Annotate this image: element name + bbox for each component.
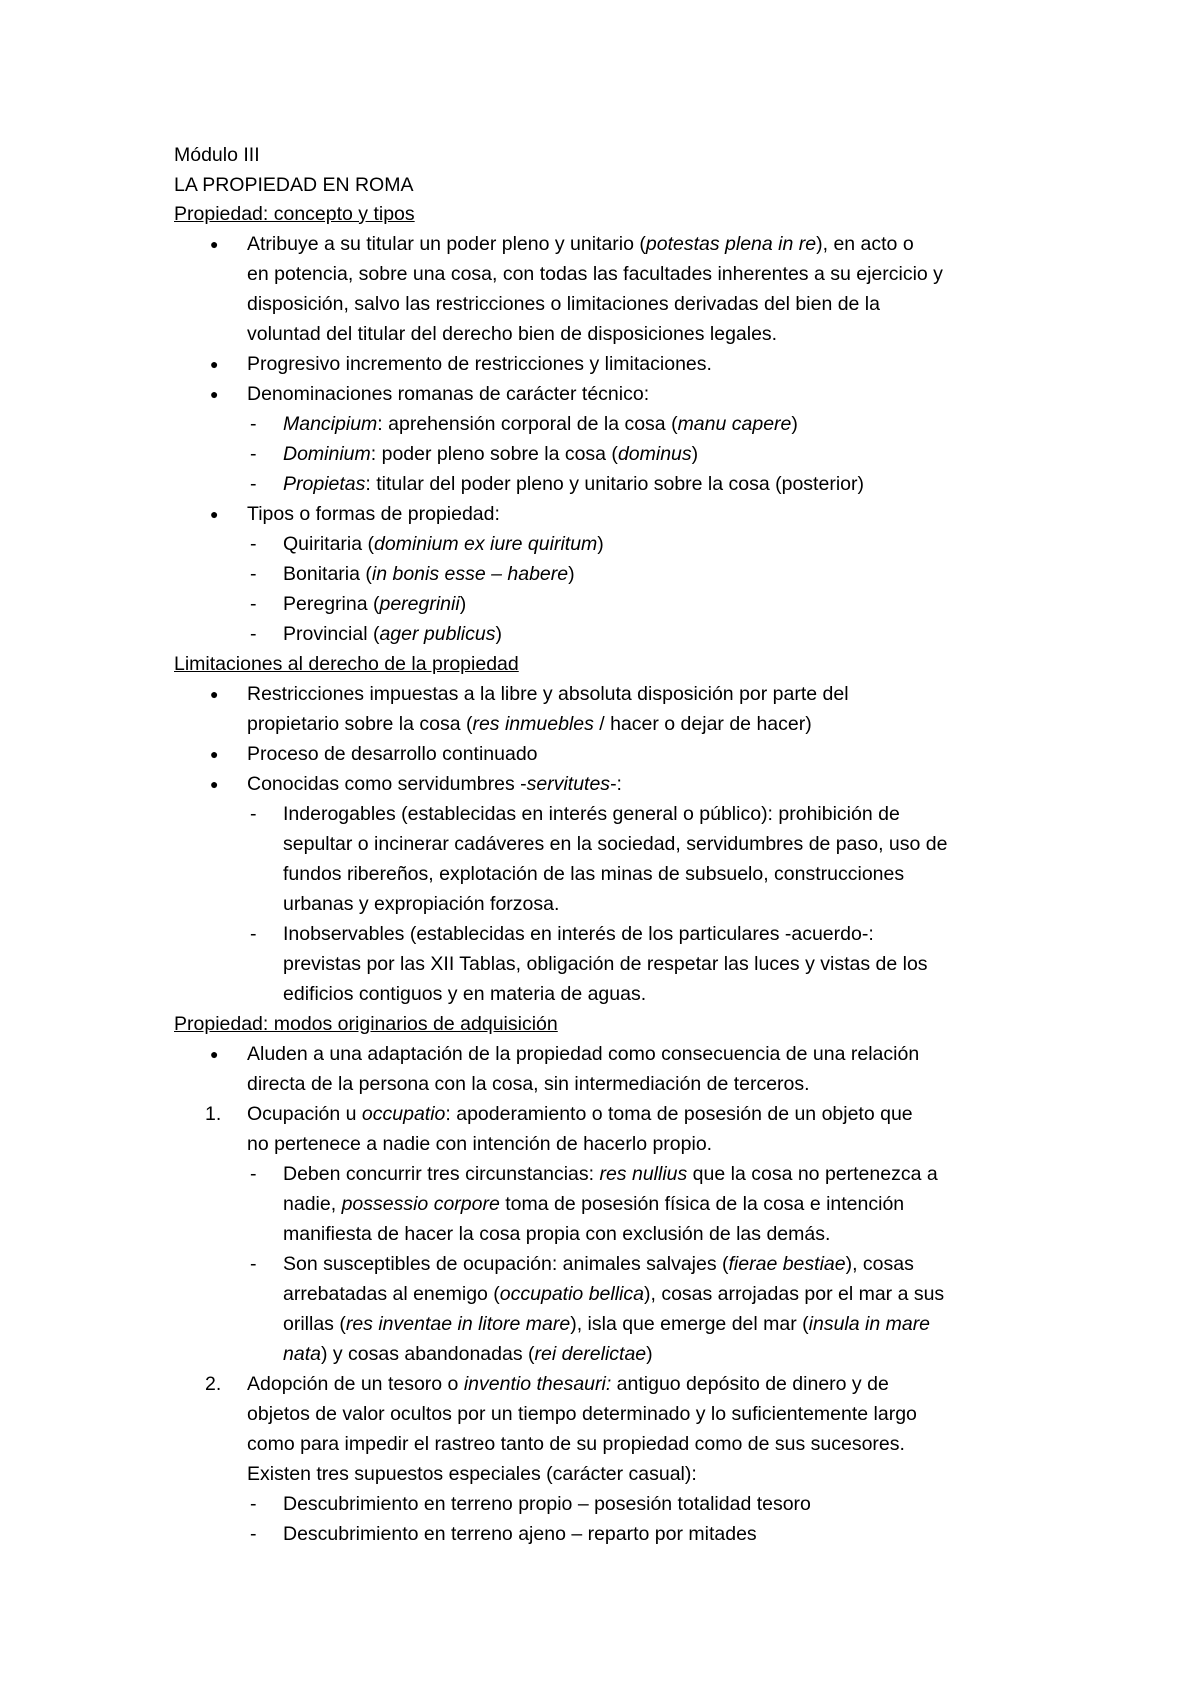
bullet-marker: ● xyxy=(210,236,219,252)
paragraph-line: Restricciones impuestas a la libre y absoluta disposición por parte del xyxy=(247,683,849,705)
paragraph-line: manifiesta de hacer la cosa propia con exclusión de las demás. xyxy=(283,1223,831,1245)
number-marker: 2. xyxy=(205,1373,222,1395)
list-item: Descubrimiento en terreno ajeno – reparto por mitades xyxy=(283,1523,757,1545)
dash-marker: - xyxy=(250,563,257,585)
number-marker: 1. xyxy=(205,1103,222,1125)
list-item: Denominaciones romanas de carácter técnico: xyxy=(247,383,650,405)
dash-marker: - xyxy=(250,413,257,435)
list-item: Dominium: poder pleno sobre la cosa (dominus) xyxy=(283,443,699,465)
paragraph-line: como para impedir el rastreo tanto de su propiedad como de sus sucesores. xyxy=(247,1433,905,1455)
bullet-marker: ● xyxy=(210,776,219,792)
paragraph-line: sepultar o incinerar cadáveres en la sociedad, servidumbres de paso, uso de xyxy=(283,833,948,855)
paragraph-line: directa de la persona con la cosa, sin intermediación de terceros. xyxy=(247,1073,810,1095)
dash-marker: - xyxy=(250,623,257,645)
paragraph-line: previstas por las XII Tablas, obligación de respetar las luces y vistas de los xyxy=(283,953,928,975)
dash-marker: - xyxy=(250,923,257,945)
paragraph-line: nata) y cosas abandonadas (rei derelictae) xyxy=(283,1343,653,1365)
dash-marker: - xyxy=(250,1493,257,1515)
paragraph-line: Aluden a una adaptación de la propiedad como consecuencia de una relación xyxy=(247,1043,920,1065)
list-item: Descubrimiento en terreno propio – posesión totalidad tesoro xyxy=(283,1493,811,1515)
section-heading-limitaciones: Limitaciones al derecho de la propiedad xyxy=(174,653,519,675)
dash-marker: - xyxy=(250,473,257,495)
list-item: Peregrina (peregrinii) xyxy=(283,593,467,615)
bullet-marker: ● xyxy=(210,746,219,762)
list-item: Tipos o formas de propiedad: xyxy=(247,503,500,525)
list-item: Progresivo incremento de restricciones y limitaciones. xyxy=(247,353,712,375)
paragraph-line: Existen tres supuestos especiales (carácter casual): xyxy=(247,1463,697,1485)
section-heading-concepto: Propiedad: concepto y tipos xyxy=(174,203,415,225)
list-item: Bonitaria (in bonis esse – habere) xyxy=(283,563,575,585)
list-item: Proceso de desarrollo continuado xyxy=(247,743,538,765)
list-item: Conocidas como servidumbres -servitutes-: xyxy=(247,773,622,795)
paragraph-line: disposición, salvo las restricciones o limitaciones derivadas del bien de la xyxy=(247,293,880,315)
paragraph-line: edificios contiguos y en materia de aguas. xyxy=(283,983,647,1005)
dash-marker: - xyxy=(250,443,257,465)
bullet-marker: ● xyxy=(210,356,219,372)
paragraph-line: propietario sobre la cosa (res inmuebles / hacer o dejar de hacer) xyxy=(247,713,812,735)
paragraph-line: Atribuye a su titular un poder pleno y unitario (potestas plena in re), en acto o xyxy=(247,233,914,255)
paragraph-line: Inderogables (establecidas en interés general o público): prohibición de xyxy=(283,803,900,825)
paragraph-line: Ocupación u occupatio: apoderamiento o toma de posesión de un objeto que xyxy=(247,1103,913,1125)
bullet-marker: ● xyxy=(210,506,219,522)
paragraph-line: nadie, possessio corpore toma de posesión física de la cosa e intención xyxy=(283,1193,905,1215)
paragraph-line: en potencia, sobre una cosa, con todas las facultades inherentes a su ejercicio y xyxy=(247,263,943,285)
dash-marker: - xyxy=(250,1523,257,1545)
paragraph-line: Deben concurrir tres circunstancias: res nullius que la cosa no pertenezca a xyxy=(283,1163,938,1185)
dash-marker: - xyxy=(250,533,257,555)
dash-marker: - xyxy=(250,593,257,615)
paragraph-line: voluntad del titular del derecho bien de disposiciones legales. xyxy=(247,323,778,345)
dash-marker: - xyxy=(250,803,257,825)
list-item: Provincial (ager publicus) xyxy=(283,623,502,645)
bullet-marker: ● xyxy=(210,386,219,402)
page-title: LA PROPIEDAD EN ROMA xyxy=(174,174,414,196)
list-item: Propietas: titular del poder pleno y unitario sobre la cosa (posterior) xyxy=(283,473,864,495)
paragraph-line: Son susceptibles de ocupación: animales salvajes (fierae bestiae), cosas xyxy=(283,1253,914,1275)
paragraph-line: urbanas y expropiación forzosa. xyxy=(283,893,560,915)
list-item: Quiritaria (dominium ex iure quiritum) xyxy=(283,533,604,555)
paragraph-line: no pertenece a nadie con intención de hacerlo propio. xyxy=(247,1133,713,1155)
section-heading-modos-originarios: Propiedad: modos originarios de adquisición xyxy=(174,1013,558,1035)
module-title: Módulo III xyxy=(174,144,260,166)
list-item: Mancipium: aprehensión corporal de la cosa (manu capere) xyxy=(283,413,798,435)
dash-marker: - xyxy=(250,1163,257,1185)
paragraph-line: arrebatadas al enemigo (occupatio bellica), cosas arrojadas por el mar a sus xyxy=(283,1283,945,1305)
paragraph-line: objetos de valor ocultos por un tiempo determinado y lo suficientemente largo xyxy=(247,1403,917,1425)
paragraph-line: Inobservables (establecidas en interés de los particulares -acuerdo-: xyxy=(283,923,874,945)
dash-marker: - xyxy=(250,1253,257,1275)
bullet-marker: ● xyxy=(210,1046,219,1062)
paragraph-line: fundos ribereños, explotación de las minas de subsuelo, construcciones xyxy=(283,863,905,885)
bullet-marker: ● xyxy=(210,686,219,702)
paragraph-line: orillas (res inventae in litore mare), isla que emerge del mar (insula in mare xyxy=(283,1313,931,1335)
paragraph-line: Adopción de un tesoro o inventio thesauri: antiguo depósito de dinero y de xyxy=(247,1373,889,1395)
